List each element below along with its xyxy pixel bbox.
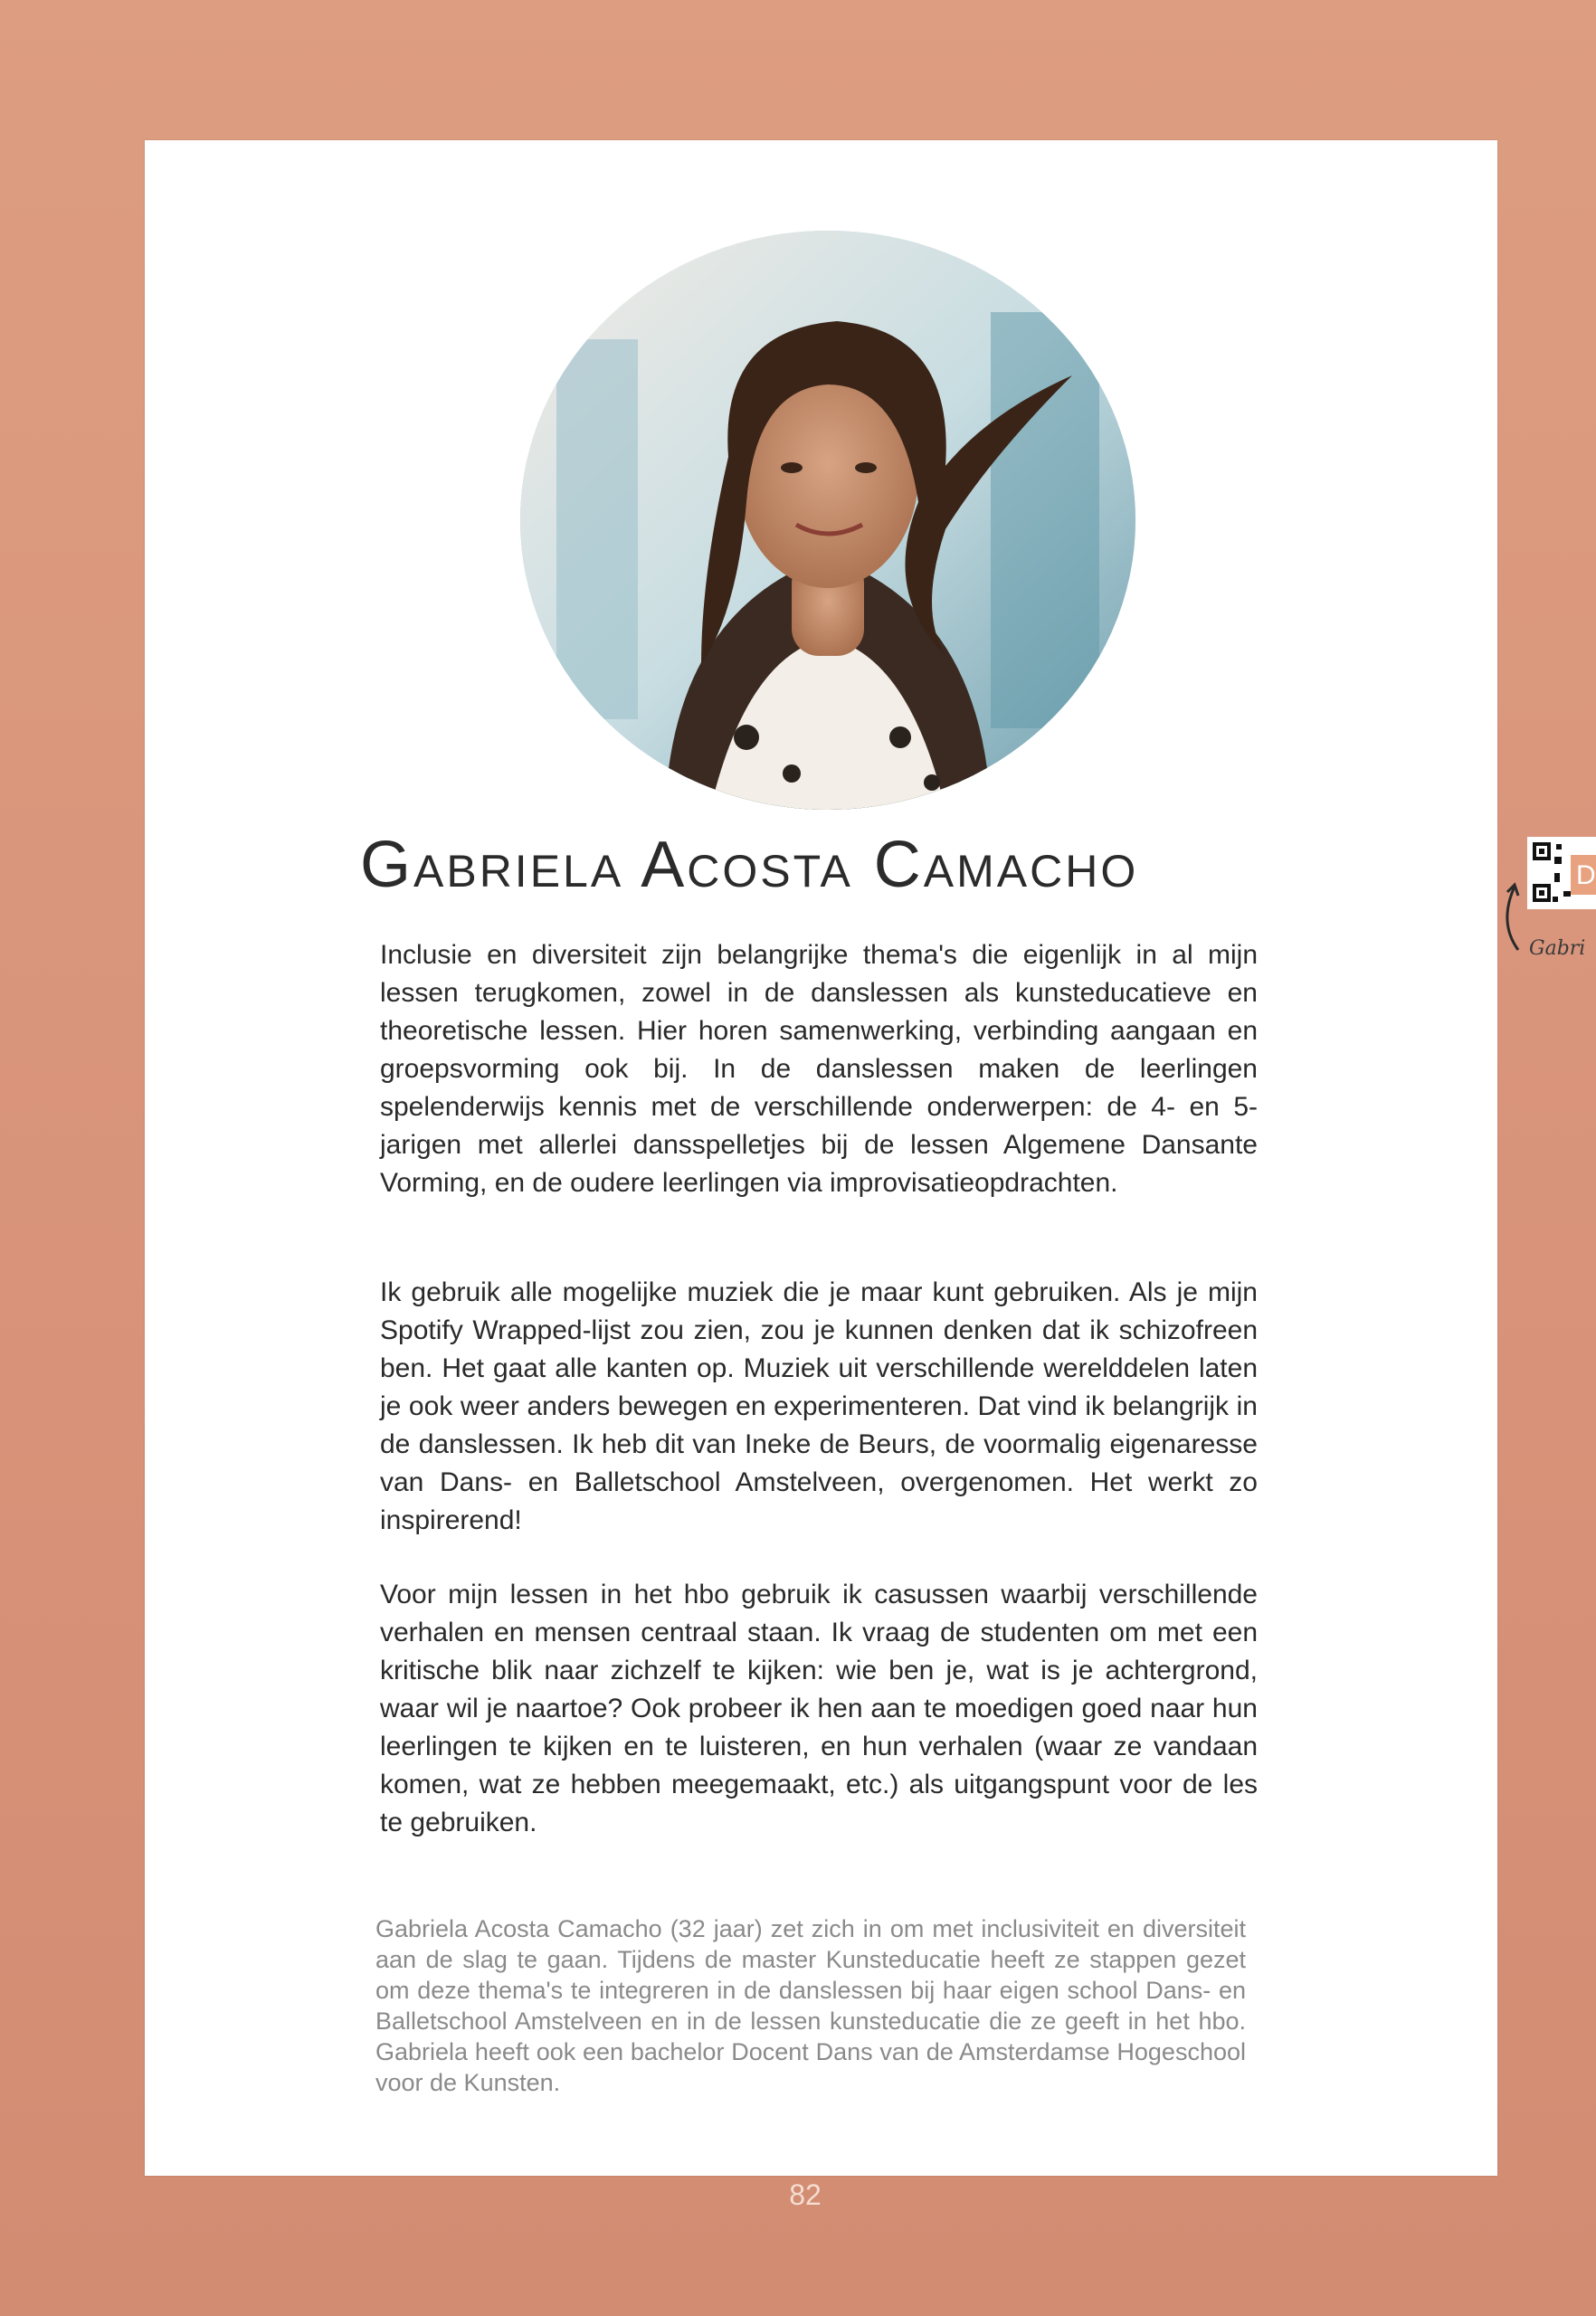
person-name: Gabriela Acosta Camacho: [360, 829, 1139, 901]
portrait-photo: [520, 231, 1135, 810]
qr-code-icon[interactable]: [1527, 837, 1596, 909]
paragraph-inclusion: Inclusie en diversiteit zijn belangrijke thema's die eigenlijk in al mijn lessen terugkomen, zowel in de danslessen als kunsteducatieve en theoretische lessen. Hier horen samenwerking, verbinding aangaan en groepsvorming ook bij. In de danslessen maken de leerlingen spelenderwijs kennis met de verschillende onderwerpen: de 4- en 5-jarigen met allerlei dansspelletjes bij de lessen Algemene Dansante Vorming, en de oudere leerlingen via improvisatieopdrachten.: [380, 940, 1258, 1198]
page-number: 82: [789, 2178, 822, 2211]
author-bio: Gabriela Acosta Camacho (32 jaar) zet zich in om met inclusiviteit en diversiteit aan de slag te gaan. Tijdens de master Kunsteducatie heeft ze stappen gezet om deze thema's te integreren in de danslessen bij haar eigen school Dans- en Balletschool Amstelveen en in de lessen kunsteducatie die ze geeft in het hbo. Gabriela heeft ook een bachelor Docent Dans van de Amsterdamse Hogeschool voor de Kunsten.: [375, 1915, 1246, 2096]
svg-text:D: D: [1576, 860, 1596, 890]
qr-caption: Gabri: [1529, 937, 1586, 960]
paragraph-music: Ik gebruik alle mogelijke muziek die je maar kunt gebruiken. Als je mijn Spotify Wrapped-lijst zou zien, zou je kunnen denken dat ik schizofreen ben. Het gaat alle kanten op. Muziek uit verschillende werelddelen laten je ook weer anders bewegen en experimenteren. Dat vind ik belangrijk in de danslessen. Ik heb dit van Ineke de Beurs, de voormalig eigenaresse van Dans- en Balletschool Amstelveen, overgenomen. Het werkt zo inspirerend!: [380, 1277, 1258, 1535]
paragraph-hbo-lessons: Voor mijn lessen in het hbo gebruik ik casussen waarbij verschillende verhalen en mensen centraal staan. Ik vraag de studenten om met een kritische blik naar zichzelf te kijken: wie ben je, wat is je achtergrond, waar wil je naartoe? Ook probeer ik hen aan te moedigen goed naar hun leerlingen te kijken en te luisteren, en hun verhalen (waar ze vandaan komen, wat ze hebben meegemaakt, etc.) als uitgangspunt voor de les te gebruiken.: [380, 1580, 1258, 1837]
curved-arrow-icon: [1495, 878, 1524, 959]
